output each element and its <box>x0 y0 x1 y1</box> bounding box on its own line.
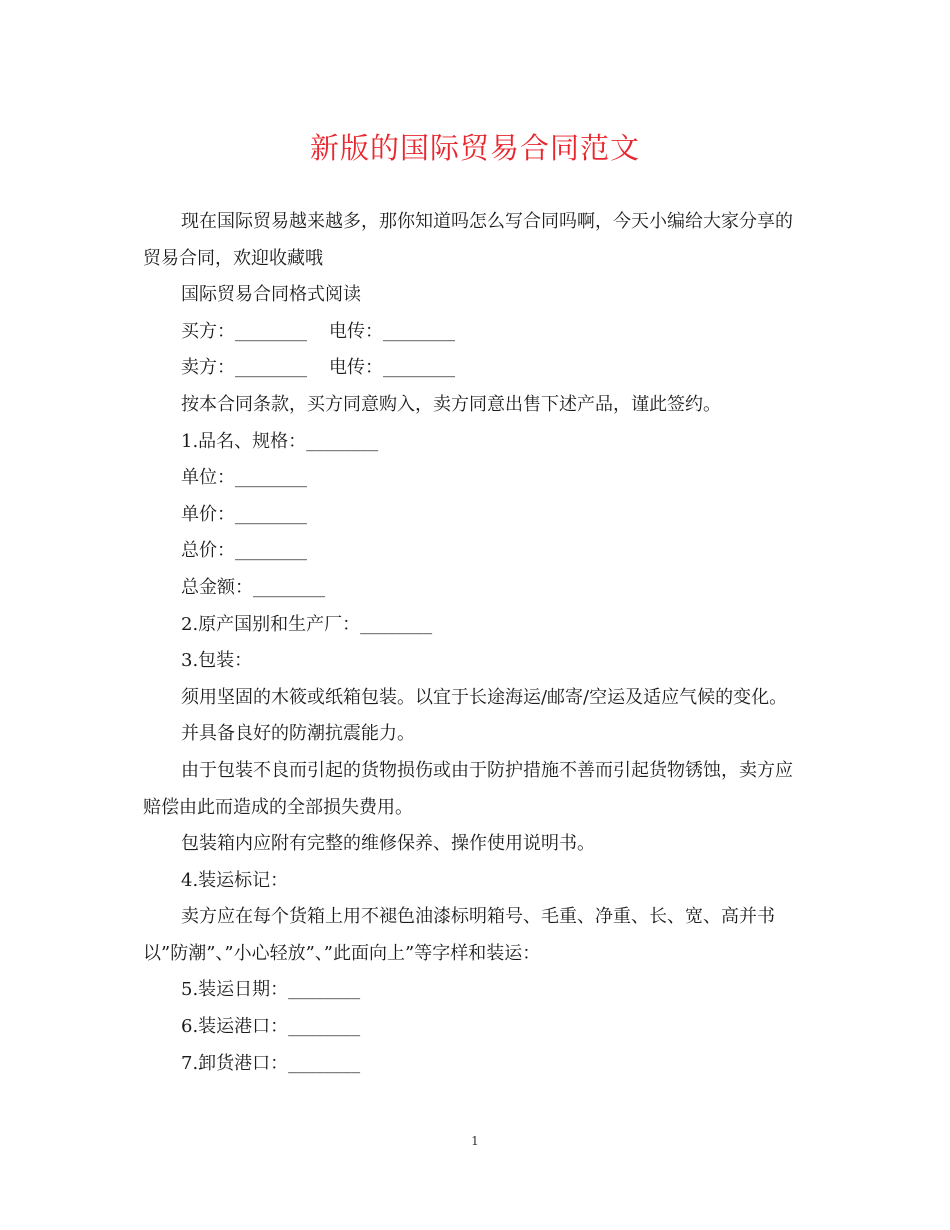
packing-paragraph-1: 须用坚固的木筱或纸箱包装。以宜于长途海运/邮寄/空运及适应气候的变化。 <box>181 686 788 708</box>
marking-paragraph: 卖方应在每个货箱上用不褪色油漆标明箱号、毛重、净重、长、宽、高并书以”防潮”、”小心轻放”、”此面向上”等字样和装运： <box>143 906 775 964</box>
subtitle-line: 国际贸易合同格式阅读 <box>181 284 361 306</box>
agreement-paragraph: 按本合同条款，买方同意购入，卖方同意出售下述产品，谨此签约。 <box>181 393 721 415</box>
packing-paragraph-2: 并具备良好的防潮抗震能力。 <box>181 723 415 745</box>
packing-paragraph-3: 由于包装不良而引起的货物损伤或由于防护措施不善而引起货物锈蚀，卖方应赔偿由此而造成的全部损失费用。 <box>143 759 793 818</box>
buyer-field: 买方：________ <box>181 320 307 342</box>
buyer-fax-field: 电传：________ <box>329 320 455 342</box>
seller-field: 卖方：________ <box>181 357 307 379</box>
item-5-line: 5.装运日期：________ <box>181 979 361 1001</box>
unit-price-line: 单价：________ <box>181 503 307 525</box>
page-number: 1 <box>471 1134 479 1148</box>
item-6-line: 6.装运港口：________ <box>181 1016 361 1038</box>
item-2-line: 2.原产国别和生产厂：________ <box>181 613 433 635</box>
unit-line: 单位：________ <box>181 467 307 489</box>
packing-paragraph-4: 包装箱内应附有完整的维修保养、操作使用说明书。 <box>181 833 595 855</box>
seller-fax-field: 电传：________ <box>329 357 455 379</box>
document-title: 新版的国际贸易合同范文 <box>309 131 640 165</box>
item-4-line: 4.装运标记： <box>181 869 289 891</box>
item-3-line: 3.包装： <box>181 650 253 672</box>
buyer-line <box>143 314 803 351</box>
item-1-line: 1.品名、规格：________ <box>181 430 379 452</box>
intro-paragraph: 现在国际贸易越来越多，那你知道吗怎么写合同吗啊，今天小编给大家分享的贸易合同，欢迎收藏哦 <box>143 211 793 269</box>
seller-line <box>143 350 803 387</box>
total-price-line: 总价：________ <box>181 540 307 562</box>
total-amount-line: 总金额：________ <box>181 576 325 598</box>
item-7-line: 7.卸货港口：________ <box>181 1052 361 1074</box>
document-body <box>143 204 803 1082</box>
